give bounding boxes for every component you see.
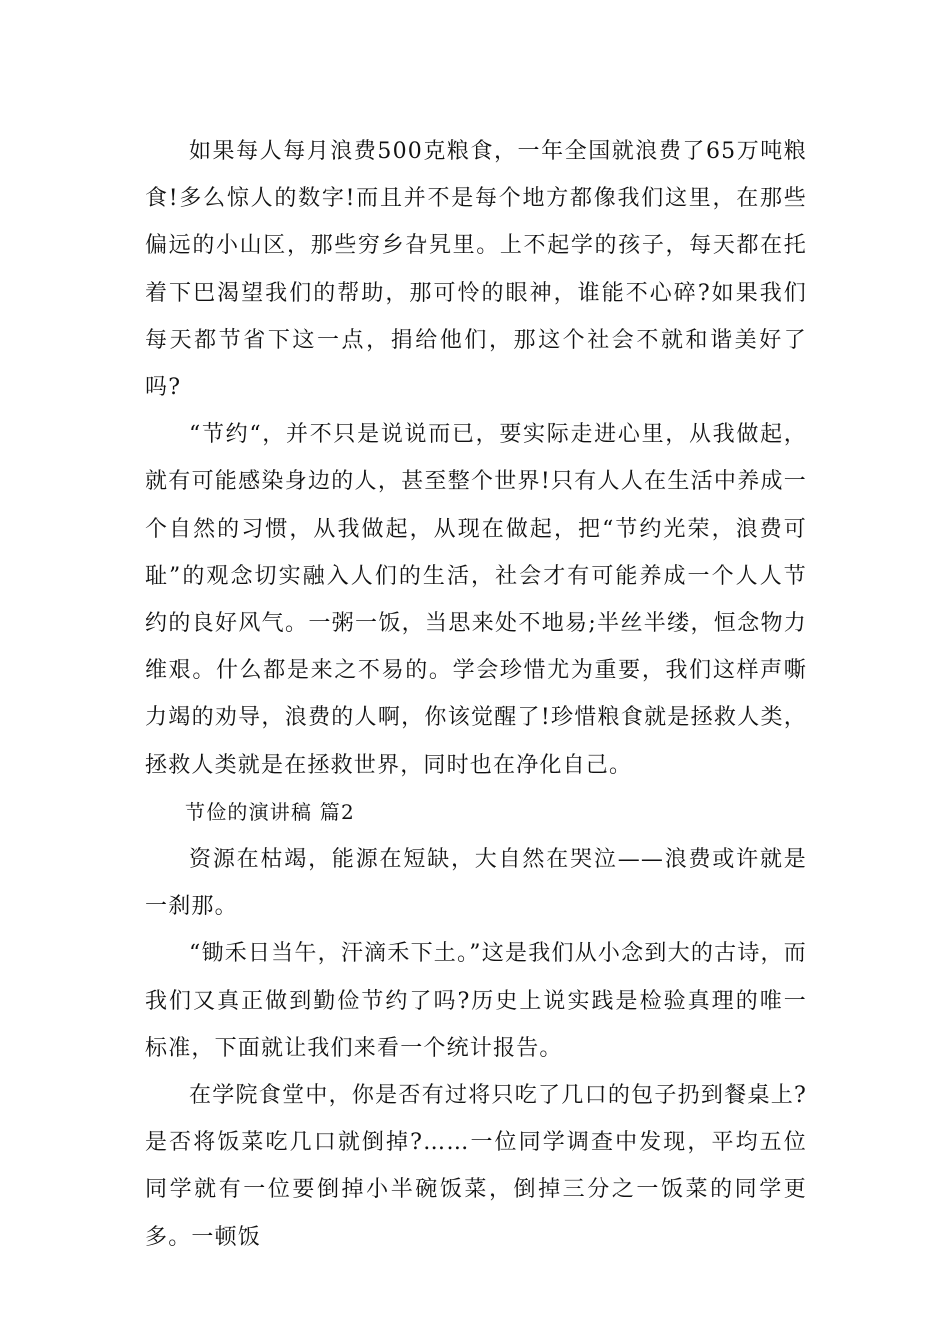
paragraph-food-waste-statistics: 如果每人每月浪费500克粮食，一年全国就浪费了65万吨粮食!多么惊人的数字!而且并不是每个地方都像我们这里，在那些偏远的小山区，那些穷乡旮旯里。上不起学的孩子，每天都在托着下巴渴望我们的帮助，那可怜的眼神，谁能不心碎?如果我们每天都节省下这一点，捐给他们，那这个社会不就和谐美好了吗? (145, 139, 807, 401)
document-body (145, 128, 807, 1261)
paragraph-resources-depleting: 资源在枯竭，能源在短缺，大自然在哭泣——浪费或许就是一刹那。 (145, 847, 807, 920)
paragraph-canteen-survey: 在学院食堂中，你是否有过将只吃了几口的包子扔到餐桌上?是否将饭菜吃几口就倒掉?……一位同学调查中发现，平均五位同学就有一位要倒掉小半碗饭菜，倒掉三分之一饭菜的同学更多。一顿饭 (145, 1083, 807, 1250)
paragraph-ancient-poem: “锄禾日当午，汗滴禾下土。”这是我们从小念到大的古诗，而我们又真正做到勤俭节约了吗?历史上说实践是检验真理的唯一标准，下面就让我们来看一个统计报告。 (145, 941, 807, 1061)
section-heading: 节俭的演讲稿 篇2 (185, 799, 355, 824)
paragraph-thrift-habit: “节约“，并不只是说说而已，要实际走进心里，从我做起，就有可能感染身边的人，甚至整个世界!只有人人在生活中养成一个自然的习惯，从我做起，从现在做起，把“节约光荣，浪费可耻”的观念切实融入人们的生活，社会才有可能养成一个人人节约的良好风气。一粥一饭，当思来处不地易;半丝半缕，恒念物力维艰。什么都是来之不易的。学会珍惜尤为重要，我们这样声嘶力竭的劝导，浪费的人啊，你该觉醒了!珍惜粮食就是拯救人类，拯救人类就是在拯救世界，同时也在净化自己。 (145, 422, 807, 778)
